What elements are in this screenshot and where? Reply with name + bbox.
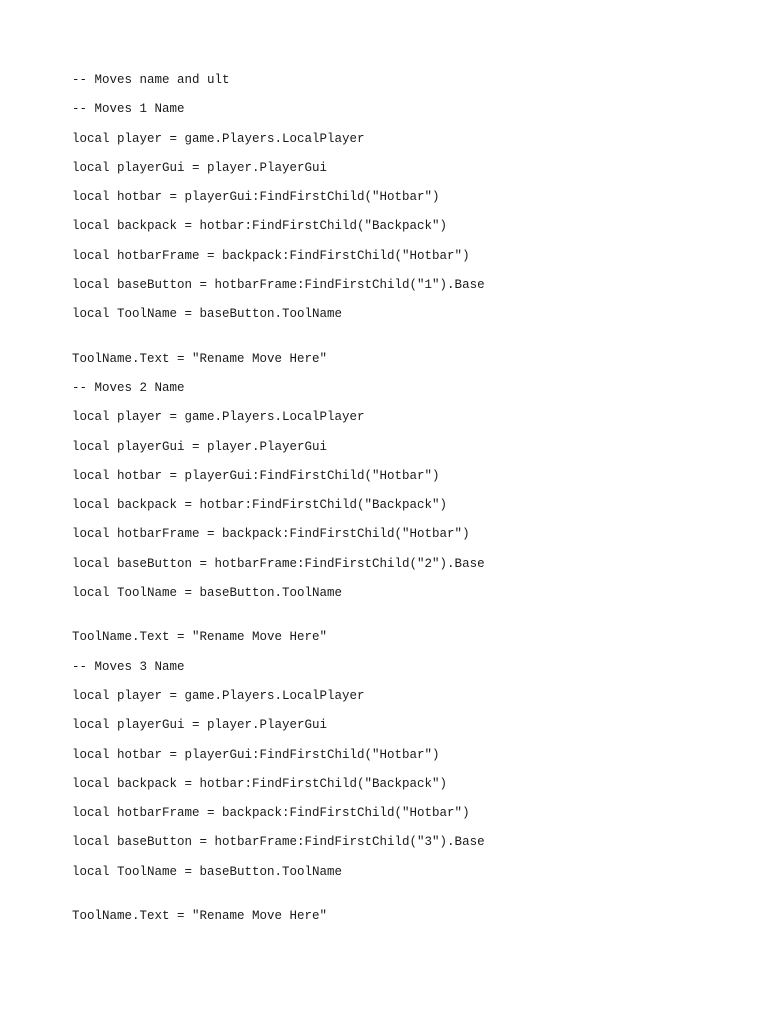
code-line: local backpack = hotbar:FindFirstChild("Backpack") xyxy=(72,776,448,791)
code-line: local ToolName = baseButton.ToolName xyxy=(72,864,343,879)
code-line: ToolName.Text = "Rename Move Here" xyxy=(72,351,328,366)
code-line: local baseButton = hotbarFrame:FindFirstChild("3").Base xyxy=(72,835,485,850)
code-line: -- Moves 3 Name xyxy=(72,659,185,674)
code-line: local player = game.Players.LocalPlayer xyxy=(72,688,365,703)
code-line: -- Moves name and ult xyxy=(72,73,230,87)
code-block xyxy=(72,70,728,334)
code-block xyxy=(72,906,728,935)
block-spacer xyxy=(72,334,728,349)
code-line: local hotbar = playerGui:FindFirstChild("Hotbar") xyxy=(72,468,440,483)
code-line: local ToolName = baseButton.ToolName xyxy=(72,586,343,601)
code-line: local backpack = hotbar:FindFirstChild("Backpack") xyxy=(72,219,448,234)
code-line: local playerGui = player.PlayerGui xyxy=(72,718,328,733)
code-line: local player = game.Players.LocalPlayer xyxy=(72,131,365,146)
code-line: local backpack = hotbar:FindFirstChild("Backpack") xyxy=(72,498,448,513)
code-block xyxy=(72,349,728,613)
code-line: local playerGui = player.PlayerGui xyxy=(72,160,328,175)
code-line: local hotbarFrame = backpack:FindFirstChild("Hotbar") xyxy=(72,806,470,821)
code-line: local ToolName = baseButton.ToolName xyxy=(72,307,343,322)
code-line: ToolName.Text = "Rename Move Here" xyxy=(72,630,328,645)
code-line: local hotbar = playerGui:FindFirstChild("Hotbar") xyxy=(72,190,440,205)
code-line: local baseButton = hotbarFrame:FindFirstChild("1").Base xyxy=(72,278,485,293)
block-spacer xyxy=(72,612,728,627)
code-line: ToolName.Text = "Rename Move Here" xyxy=(72,909,328,924)
code-line: -- Moves 2 Name xyxy=(72,380,185,395)
code-line: -- Moves 1 Name xyxy=(72,102,185,117)
code-block xyxy=(72,627,728,891)
code-line: local hotbar = playerGui:FindFirstChild("Hotbar") xyxy=(72,747,440,762)
block-spacer xyxy=(72,891,728,906)
document-body xyxy=(72,70,728,935)
code-line: local hotbarFrame = backpack:FindFirstChild("Hotbar") xyxy=(72,527,470,542)
code-line: local hotbarFrame = backpack:FindFirstChild("Hotbar") xyxy=(72,248,470,263)
code-line: local player = game.Players.LocalPlayer xyxy=(72,410,365,425)
code-line: local playerGui = player.PlayerGui xyxy=(72,439,328,454)
code-line: local baseButton = hotbarFrame:FindFirstChild("2").Base xyxy=(72,556,485,571)
